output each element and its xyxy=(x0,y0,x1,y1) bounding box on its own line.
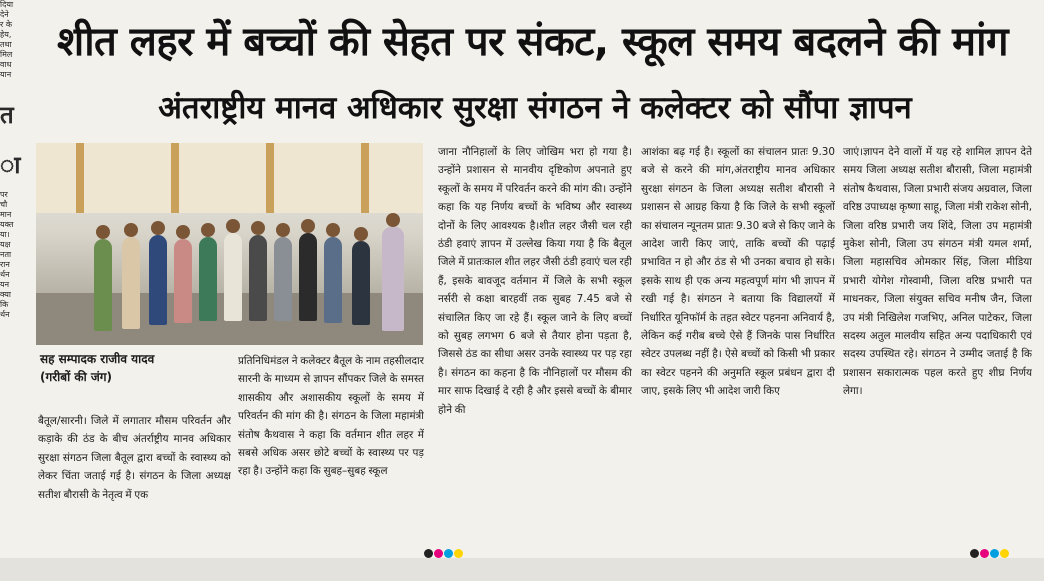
photo-person xyxy=(382,227,404,331)
photo-person xyxy=(122,237,140,329)
article-column-4: आशंका बढ़ गई है। स्कूलों का संचालन प्रातः 9.30 बजे से करने की मांग,अंतराष्ट्रीय मानव अधिकार सुरक्षा संगठन के जिला अध्यक्ष सतीश बौरासी ने प्रशासन से आग्रह किया है कि जिले के सभी स्कूलों का संचालन न्यूनतम प्रातः 9.30 बजे से किए जाने के आदेश जारी किए जाएं, ताकि बच्चों की पढ़ाई प्रभावित न हो और ठंड से भी उनका बचाव हो सके। इसके साथ ही एक अन्य महत्वपूर्ण मांग भी ज्ञापन में रखी गई है। संगठन ने बताया कि विद्यालयों में निर्धारित यूनिफॉर्म के तहत स्वेटर पहनना अनिवार्य है, लेकिन कई गरीब बच्चे ऐसे हैं जिनके पास निर्धारित स्वेटर उपलब्ध नहीं है। ऐसे बच्चों को किसी भी प्रकार का स्वेटर पहनने की अनुमति स्कूल प्रबंधन द्वारा दी जाए, इसके लिए भी आदेश जारी किए xyxy=(641,146,835,398)
strip-line: यन xyxy=(0,280,10,289)
strip-line: या। xyxy=(0,230,10,239)
photo-person-head xyxy=(326,223,340,237)
reg-mark xyxy=(990,549,999,558)
registration-marks xyxy=(970,543,1010,553)
strip-line: हेय, xyxy=(0,30,12,39)
byline-tag: (गरीबों की जंग) xyxy=(40,370,113,384)
page-bottom-edge xyxy=(0,558,1044,581)
strip-line: मान xyxy=(0,210,12,219)
subheadline: अंतराष्ट्रीय मानव अधिकार सुरक्षा संगठन ने कलेक्टर को सौंपा ज्ञापन xyxy=(158,90,912,126)
reg-mark xyxy=(970,549,979,558)
reg-mark xyxy=(424,549,433,558)
photo-person-head xyxy=(301,219,315,233)
strip-line: क्या xyxy=(0,290,11,299)
strip-line: रान xyxy=(0,260,10,269)
photo-person xyxy=(199,237,217,321)
photo-person-head xyxy=(151,221,165,235)
photo-person xyxy=(174,239,192,323)
news-photo xyxy=(36,143,423,345)
strip-line: दिया xyxy=(0,0,14,9)
photo-person-head xyxy=(354,227,368,241)
byline-author: सह सम्पादक राजीव यादव xyxy=(40,352,155,366)
photo-person-head xyxy=(276,223,290,237)
strip-line: यक्त xyxy=(0,220,14,229)
adjacent-article-strip xyxy=(0,0,24,540)
photo-person-head xyxy=(124,223,138,237)
strip-line: कि xyxy=(0,300,9,309)
article-column-5: जाएं।ज्ञापन देने वालों में यह रहे शामिल ज्ञापन देते समय जिला अध्यक्ष सतीश बौरासी, जिला महामंत्री संतोष कैथवास, जिला प्रभारी संजय अग्रवाल, जिला वरिष्ठ उपाध्यक्ष कृष्णा साहू, जिला मंत्री राकेश सोनी, जिला वरिष्ठ प्रभारी जय शिंदे, जिला उप महामंत्री मुकेश सोनी, जिला उप संगठन मंत्री यमल शर्मा, जिला महासचिव ओमकार सिंह, जिला मीडिया प्रभारी योगेश गोस्वामी, जिला वरिष्ठ प्रभारी पत माधनकर, जिला संयुक्त सचिव मनीष जैन, जिला उप मंत्री निखिलेश गजभिए, अनिल पाटेकर, जिला सदस्य अतुल मालवीय सहित अन्य पदाधिकारी एवं सदस्य उपस्थित रहे। संगठन ने उम्मीद जताई है कि प्रशासन सकारात्मक पहल करते हुए शीघ्र निर्णय लेगा। xyxy=(843,146,1032,398)
reg-mark xyxy=(980,549,989,558)
strip-line: मिल xyxy=(0,50,13,59)
reg-mark xyxy=(1000,549,1009,558)
photo-person-head xyxy=(226,219,240,233)
reg-mark xyxy=(444,549,453,558)
photo-person xyxy=(274,237,292,321)
article-column-3: जाना नौनिहालों के लिए जोखिम भरा हो गया है। उन्होंने प्रशासन से मानवीय दृष्टिकोण अपनाते हुए स्कूलों के समय में परिवर्तन करने की मांग की। उन्होंने कहा कि यह निर्णय बच्चों के भविष्य और स्वास्थ्य दोनों के लिए आवश्यक है।शीत लहर जैसी चल रही ठंडी हवाएं ज्ञापन में उल्लेख किया गया है कि बैतूल जिले में प्रातःकाल शीत लहर जैसी ठंडी हवाएं चल रही हैं, इसके बावजूद वर्तमान में जिले के सभी स्कूल नर्सरी से कक्षा बारहवीं तक सुबह 7.45 बजे से संचालित किए जा रहे हैं। स्कूल जाने के लिए बच्चों को सुबह लगभग 6 बजे से तैयार होना पड़ता है, जिससे ठंड का सीधा असर उनके स्वास्थ्य पर पड़ रहा है। संगठन का कहना है कि नौनिहालों पर मौसम की मार साफ दिखाई दे रही है और इससे बच्चों के बीमार होने की xyxy=(438,146,632,416)
photo-building xyxy=(36,143,423,213)
byline xyxy=(40,350,230,386)
strip-heading-char: त xyxy=(0,101,14,129)
reg-mark xyxy=(434,549,443,558)
photo-person xyxy=(299,233,317,321)
strip-heading-char: ा xyxy=(0,151,21,179)
strip-line: नता xyxy=(0,250,12,259)
article-column-1: बैतूल/सारनी। जिले में लगातार मौसम परिवर्तन और कड़ाके की ठंड के बीच अंतर्राष्ट्रीय मानव अधिकार सुरक्षा संगठन जिला बैतूल द्वारा बच्चों के स्वास्थ्य को लेकर चिंता जताई गई है। संगठन के जिला अध्यक्ष सतीश बौरासी के नेतृत्व में एक xyxy=(38,415,231,501)
photo-person xyxy=(224,233,242,321)
strip-line: र के xyxy=(0,20,12,29)
strip-line: चौ xyxy=(0,200,8,209)
photo-person xyxy=(149,235,167,325)
photo-person-head xyxy=(386,213,400,227)
strip-line: तथा xyxy=(0,40,12,49)
strip-line: पर xyxy=(0,190,8,199)
registration-marks xyxy=(424,543,464,553)
strip-line: वाध xyxy=(0,60,12,69)
reg-mark xyxy=(454,549,463,558)
strip-line: देने xyxy=(0,10,9,19)
photo-person-head xyxy=(176,225,190,239)
headline: शीत लहर में बच्चों की सेहत पर संकट, स्कूल समय बदलने की मांग xyxy=(57,19,1008,65)
strip-line: यक्ष xyxy=(0,240,11,249)
photo-person xyxy=(249,235,267,321)
photo-person-head xyxy=(201,223,215,237)
photo-person xyxy=(94,239,112,331)
photo-person xyxy=(324,237,342,323)
photo-person-head xyxy=(251,221,265,235)
strip-line: र्थन xyxy=(0,310,10,319)
article-column-2: प्रतिनिधिमंडल ने कलेक्टर बैतूल के नाम तहसीलदार सारनी के माध्यम से ज्ञापन सौंपकर जिले के समस्त शासकीय और अशासकीय स्कूलों के समय में परिवर्तन की मांग की है। संगठन के जिला महामंत्री संतोष कैथवास ने कहा कि वर्तमान शीत लहर में सबसे अधिक असर छोटे बच्चों के स्वास्थ्य पर पड़ रहा है। उन्होंने कहा कि सुबह–सुबह स्कूल xyxy=(238,355,424,478)
strip-line: यान xyxy=(0,70,12,79)
strip-line: र्थन xyxy=(0,270,10,279)
photo-person-head xyxy=(96,225,110,239)
photo-person xyxy=(352,241,370,325)
